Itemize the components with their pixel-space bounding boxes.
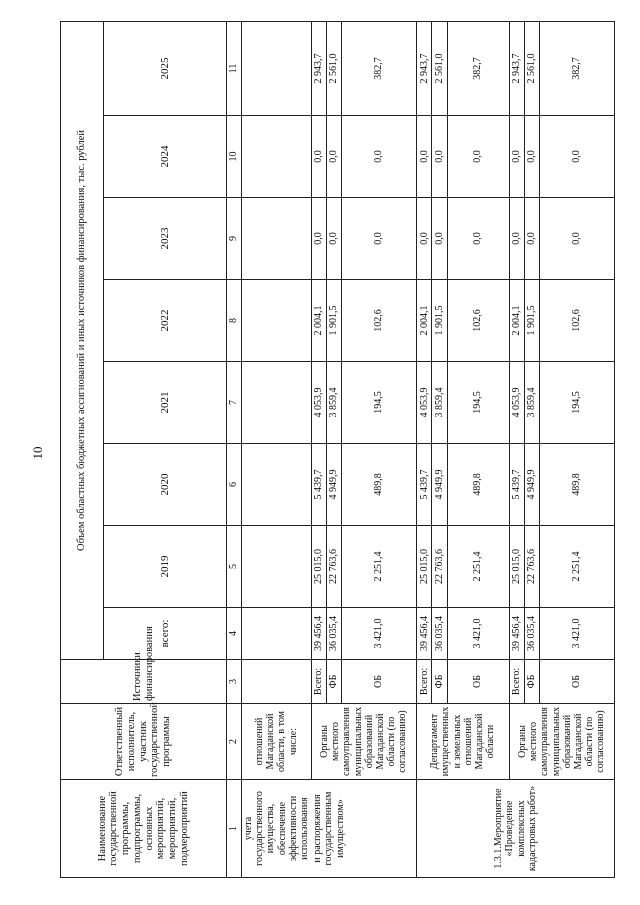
column-number: 11 (227, 21, 242, 115)
value-cell: 0,0 (524, 116, 539, 198)
value-cell: 102,6 (342, 280, 417, 362)
source-cell: ОБ (447, 660, 509, 704)
source-cell: Всего: (311, 660, 326, 704)
value-cell: 0,0 (326, 198, 341, 280)
executor-cell: Органы местного самоуправления муниципальных образований Магаданской области (по согласованию) (311, 704, 416, 780)
header-total: всего: (104, 608, 227, 660)
value-cell: 0,0 (311, 198, 326, 280)
column-number: 10 (227, 116, 242, 198)
value-cell: 2 561,0 (524, 21, 539, 115)
value-cell: 4 949,9 (524, 444, 539, 526)
value-cell: 0,0 (540, 116, 615, 198)
value-cell: 0,0 (432, 116, 447, 198)
header-year-2019: 2019 (104, 526, 227, 608)
table-row (509, 21, 524, 877)
value-cell: 39 456,4 (417, 608, 432, 660)
value-cell: 2 251,4 (540, 526, 615, 608)
value-cell: 5 439,7 (417, 444, 432, 526)
value-cell: 4 053,9 (509, 362, 524, 444)
table-row (311, 21, 326, 877)
header-executor: Ответственный исполнитель, участник государственной программы (61, 704, 227, 780)
value-cell: 22 763,6 (524, 526, 539, 608)
document-page (60, 22, 615, 878)
program-name-cell: учета государственного имущества, обеспечение эффективности использования (242, 780, 312, 878)
value-cell: 3 421,0 (342, 608, 417, 660)
value-cell: 25 015,0 (509, 526, 524, 608)
header-source: Источники финансирования (61, 660, 227, 704)
value-cell: 2 004,1 (311, 280, 326, 362)
column-number: 9 (227, 198, 242, 280)
value-cell: 0,0 (342, 116, 417, 198)
source-cell: Всего: (509, 660, 524, 704)
value-cell: 0,0 (447, 116, 509, 198)
column-number: 1 (227, 780, 242, 878)
value-cell: 489,8 (540, 444, 615, 526)
executor-cell: Органы местного самоуправления муниципальных образований Магаданской области (по согласованию) (509, 704, 615, 780)
value-cell: 39 456,4 (311, 608, 326, 660)
column-number: 8 (227, 280, 242, 362)
source-cell: ОБ (540, 660, 615, 704)
value-cell: 2 943,7 (311, 21, 326, 115)
value-cell: 22 763,6 (432, 526, 447, 608)
value-cell: 2 561,0 (432, 21, 447, 115)
value-cell: 0,0 (417, 116, 432, 198)
value-cell: 3 859,4 (326, 362, 341, 444)
value-cell: 5 439,7 (509, 444, 524, 526)
value-cell: 2 004,1 (417, 280, 432, 362)
value-cell: 194,5 (540, 362, 615, 444)
value-cell: 4 949,9 (432, 444, 447, 526)
header-year-2022: 2022 (104, 280, 227, 362)
value-cell: 2 943,7 (417, 21, 432, 115)
value-cell: 0,0 (509, 116, 524, 198)
value-cell: 0,0 (342, 198, 417, 280)
source-cell: ФБ (432, 660, 447, 704)
value-cell: 0,0 (509, 198, 524, 280)
executor-cell: Департамент имущественных и земельных отношений Магаданской области (417, 704, 509, 780)
value-cell: 489,8 (447, 444, 509, 526)
value-cell: 0,0 (540, 198, 615, 280)
value-cell: 3 421,0 (447, 608, 509, 660)
value-cell: 3 421,0 (540, 608, 615, 660)
value-cell: 1 901,5 (524, 280, 539, 362)
value-cell: 25 015,0 (311, 526, 326, 608)
page-number: 10 (30, 446, 45, 460)
value-cell: 4 053,9 (311, 362, 326, 444)
source-cell: ФБ (524, 660, 539, 704)
program-name-cell: и распоряжения государственным имуществом» (311, 780, 416, 878)
value-cell: 36 035,4 (326, 608, 341, 660)
column-number: 6 (227, 444, 242, 526)
value-cell: 5 439,7 (311, 444, 326, 526)
header-year-2021: 2021 (104, 362, 227, 444)
header-name: Наименование государственной программы, подпрограммы, основных мероприятий, мероприятий, подмероприятий (61, 780, 227, 878)
value-cell: 25 015,0 (417, 526, 432, 608)
value-cell: 0,0 (311, 116, 326, 198)
header-year-2023: 2023 (104, 198, 227, 280)
value-cell: 0,0 (447, 198, 509, 280)
value-cell: 0,0 (417, 198, 432, 280)
value-cell: 2 251,4 (447, 526, 509, 608)
header-year-2025: 2025 (104, 21, 227, 115)
value-cell: 36 035,4 (524, 608, 539, 660)
value-cell: 1 901,5 (432, 280, 447, 362)
column-number: 2 (227, 704, 242, 780)
source-cell: ФБ (326, 660, 341, 704)
executor-cell: отношений Магаданской области, в том числе: (242, 704, 312, 780)
value-cell: 382,7 (447, 21, 509, 115)
value-cell: 102,6 (447, 280, 509, 362)
value-cell: 2 561,0 (326, 21, 341, 115)
header-year-2020: 2020 (104, 444, 227, 526)
value-cell: 382,7 (342, 21, 417, 115)
header-year-2024: 2024 (104, 116, 227, 198)
value-cell: 1 901,5 (326, 280, 341, 362)
value-cell: 194,5 (342, 362, 417, 444)
value-cell: 0,0 (524, 198, 539, 280)
program-name-cell: 1.3.1.Мероприятие «Проведение комплексных кадастровых работ» (417, 780, 615, 878)
value-cell: 0,0 (432, 198, 447, 280)
financing-table (60, 21, 615, 878)
column-number: 5 (227, 526, 242, 608)
header-volume: Объем областных бюджетных ассигнований и иных источников финансирования, тыс. рублей (61, 21, 104, 659)
value-cell: 4 053,9 (417, 362, 432, 444)
value-cell: 36 035,4 (432, 608, 447, 660)
value-cell: 489,8 (342, 444, 417, 526)
value-cell: 2 004,1 (509, 280, 524, 362)
value-cell: 2 251,4 (342, 526, 417, 608)
column-number: 4 (227, 608, 242, 660)
value-cell: 102,6 (540, 280, 615, 362)
value-cell: 194,5 (447, 362, 509, 444)
value-cell: 3 859,4 (524, 362, 539, 444)
value-cell: 4 949,9 (326, 444, 341, 526)
source-cell: ОБ (342, 660, 417, 704)
source-cell: Всего: (417, 660, 432, 704)
value-cell: 39 456,4 (509, 608, 524, 660)
table-row (242, 21, 284, 877)
value-cell: 2 943,7 (509, 21, 524, 115)
value-cell: 3 859,4 (432, 362, 447, 444)
column-number: 7 (227, 362, 242, 444)
value-cell: 382,7 (540, 21, 615, 115)
table-row (417, 21, 432, 877)
value-cell: 22 763,6 (326, 526, 341, 608)
column-numbers-row (227, 21, 242, 877)
value-cell: 0,0 (326, 116, 341, 198)
column-number: 3 (227, 660, 242, 704)
